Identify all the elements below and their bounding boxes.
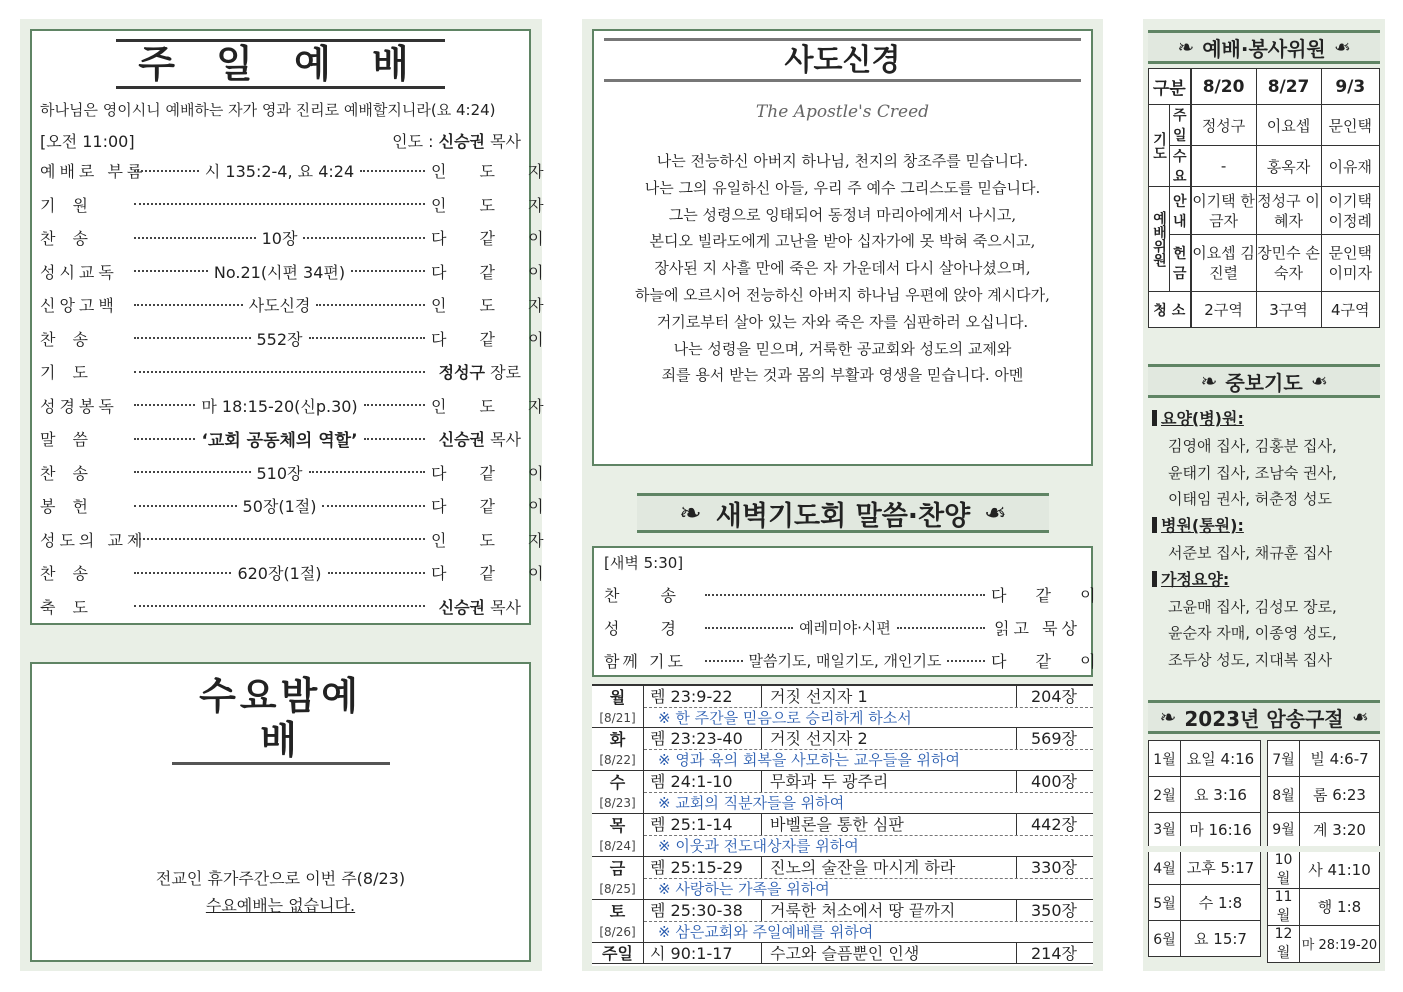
sunday-order-list [40,154,558,623]
order-item [40,288,558,322]
memory-verse: 계 3:20 [1300,813,1380,849]
dawn-day [592,813,1093,856]
wednesday-service-box [30,662,531,962]
memory-verse: 마 28:19-20 [1300,925,1380,962]
order-name: 찬 송 [40,229,94,249]
service-cell: 이유재 [1321,146,1379,187]
day-date: [8/25] [599,882,636,896]
day-hymn: 569장 [1031,729,1077,748]
intercession-title: 중보기도 [1225,370,1303,395]
order-item [40,590,521,624]
order-who: 다 같 이 [431,329,558,349]
service-cell: 정성구 [1191,105,1256,146]
memory-row [1149,849,1261,885]
ornament-right-icon: ❧ [984,497,1007,529]
memory-left [1148,740,1261,957]
order-name: 기 원 [40,195,94,215]
row-label: 주일 [1170,105,1191,146]
memory-row [1268,925,1380,962]
order-item [40,489,558,523]
order-name: 성시교독 [40,262,118,282]
memory-row [1268,888,1380,925]
day-topic: 거짓 선지자 2 [762,728,1017,749]
day-label: 목 [609,816,626,835]
day-prayer: ※ 이웃과 전도대상자를 위하여 [658,837,859,855]
day-ref: 렘 23:9-22 [644,686,762,707]
memory-verse: 마 16:16 [1181,813,1261,849]
memory-verse: 롬 6:23 [1300,777,1380,813]
dawn-order-box [592,546,1108,677]
dawn-sunday [592,942,1093,964]
dawn-day [592,727,1093,770]
order-item [40,556,558,590]
service-cell: 문인택 이미자 [1321,235,1379,292]
intercession-heading: 요양(병)원: [1152,406,1380,433]
day-topic: 진노의 술잔을 마시게 하라 [762,857,1017,878]
creed-line: 그는 성령으로 잉태되어 동정녀 마리아에게서 나시고, [668,205,1017,224]
day-prayer: ※ 삼은교회와 주일예배를 위하여 [658,923,874,941]
day-hymn: 442장 [1031,815,1077,834]
group-label: 기도 [1149,105,1170,187]
order-who: 신승권 목사 [438,597,521,617]
order-who: 신승권 목사 [438,430,521,450]
service-header: 구분 [1149,69,1191,105]
order-who: 인 도 자 [431,396,558,416]
intercession-heading: 병원(통원): [1152,513,1380,540]
memory-month: 9월 [1268,813,1300,849]
day-prayer: ※ 한 주간을 믿음으로 승리하게 하소서 [658,709,912,727]
day-label: 토 [609,902,626,921]
dawn-order-who: 다 같 이 [991,586,1108,605]
creed-box [592,29,1093,466]
ornament-right-icon: ❧ [1333,35,1351,59]
ornament-left-icon: ❧ [679,497,702,529]
service-cell: 4구역 [1321,292,1379,328]
order-name: 말 씀 [40,430,94,450]
day-hymn: 204장 [1031,687,1077,706]
order-who: 다 같 이 [431,564,558,584]
intercession-name-line: 서준보 집사, 채규훈 집사 [1168,543,1332,562]
dawn-day [592,770,1093,813]
day-date: [8/21] [599,711,636,725]
day-date: [8/26] [599,925,636,939]
memory-month: 2월 [1149,777,1181,813]
service-cell: 장민수 손숙자 [1256,235,1321,292]
ornament-left-icon: ❧ [1159,705,1177,729]
order-item [40,221,558,255]
creed-text [594,148,1091,389]
order-item [40,355,521,389]
intercession-name-line: 윤태기 집사, 조남숙 권사, [1168,463,1337,482]
order-item [40,422,521,456]
creed-title: 사도신경 [604,38,1081,82]
order-name: 예배로 부름 [40,162,147,182]
order-detail: 50장(1절) [242,497,317,517]
dawn-day [592,899,1093,942]
intercession-name-line: 윤순자 자매, 이종영 성도, [1168,624,1337,643]
day-prayer: ※ 교회의 직분자들을 위하여 [658,794,845,812]
dawn-day [592,684,1093,727]
order-who: 인 도 자 [431,195,558,215]
wednesday-title: 수요밤예배 [172,674,390,765]
order-who: 다 같 이 [431,463,558,483]
order-detail: ‘교회 공동체의 역할’ [201,431,358,452]
creed-line: 본디오 빌라도에게 고난을 받아 십자가에 못 박혀 죽으시고, [649,232,1036,251]
intercession-list [1152,406,1380,674]
service-cell: 3구역 [1256,292,1321,328]
day-hymn: 400장 [1031,772,1077,791]
order-name: 성경봉독 [40,396,118,416]
row-label: 헌금 [1170,235,1191,292]
service-cell: 2구역 [1191,292,1256,328]
dawn-title: 새벽기도회 말씀·찬양 [715,500,971,532]
day-label: 금 [609,859,626,878]
memory-month: 7월 [1268,741,1300,777]
order-item [40,188,558,222]
service-cell: 문인택 [1321,105,1379,146]
ornament-right-icon: ❧ [1310,369,1328,393]
leader: 인도 : 신승권 목사 [392,132,521,151]
creed-line: 나는 성령을 믿으며, 거룩한 공교회와 성도의 교제와 [673,339,1012,358]
service-header: 9/3 [1321,69,1379,105]
memory-row [1268,813,1380,849]
memory-month: 10월 [1268,849,1300,889]
creed-line: 거기로부터 살아 있는 자와 죽은 자를 심판하러 오십니다. [656,312,1029,331]
creed-line: 나는 전능하신 아버지 하나님, 천지의 창조주를 믿습니다. [656,152,1029,170]
dawn-order-list [604,578,1108,677]
sunday-title: 주 일 예 배 [116,39,445,89]
order-who: 다 같 이 [431,229,558,249]
day-topic: 바벨론을 통한 심판 [762,814,1017,835]
day-ref: 렘 23:23-40 [644,728,762,749]
memory-row [1268,741,1380,777]
sunday-verse: 하나님은 영이시니 예배하는 자가 영과 진리로 예배할지니라(요 4:24) [40,101,496,119]
memory-row [1268,849,1380,889]
order-name: 봉 헌 [40,497,94,517]
dawn-title-bar [637,493,1049,533]
day-topic: 무화과 두 광주리 [762,771,1017,792]
order-item [40,255,558,289]
day-ref: 시 90:1-17 [644,943,762,963]
memory-verse: 요일 4:16 [1181,741,1261,777]
day-label: 수 [609,773,626,792]
dawn-order-who: 읽고 묵상 [994,619,1081,638]
intercession-name-line: 이태임 권사, 허춘정 성도 [1168,490,1332,509]
memory-title: 2023년 암송구절 [1184,706,1344,731]
memory-month: 1월 [1149,741,1181,777]
service-cell: 정성구 이혜자 [1256,187,1321,235]
ornament-left-icon: ❧ [1200,369,1218,393]
dawn-order-item [604,611,1081,644]
dawn-day [592,856,1093,899]
day-date: [8/22] [599,753,636,767]
memory-verse: 고후 5:17 [1181,849,1261,885]
order-detail: 사도신경 [248,296,311,316]
creed-line: 하늘에 오르시어 전능하신 아버지 하나님 우편에 앉아 계시다가, [635,285,1050,304]
dawn-order-name: 함께 기도 [604,652,686,671]
creed-subtitle: The Apostle's Creed [755,102,930,122]
group-label: 예배위원 [1149,187,1170,292]
order-detail: 552장 [256,329,303,349]
dawn-order-name: 성 경 [604,619,694,638]
dawn-order-detail: 예레미야·시편 [799,619,891,637]
memory-right [1267,740,1380,963]
order-name: 축 도 [40,597,94,617]
day-date: [8/23] [599,796,636,810]
intercession-name-line: 고윤매 집사, 김성모 장로, [1168,597,1337,616]
order-detail: 510장 [256,463,303,483]
order-detail: 10장 [261,229,298,249]
order-detail: No.21(시편 34편) [213,262,346,282]
creed-line: 장사된 지 사흘 만에 죽은 자 가운데서 다시 살아나셨으며, [654,259,1031,278]
memory-verse: 사 41:10 [1300,849,1380,889]
memory-month: 11월 [1268,888,1300,925]
order-detail: 시 135:2-4, 요 4:24 [204,162,355,182]
dawn-schedule [592,684,1093,966]
dawn-order-who: 다 같 이 [991,652,1108,671]
dawn-order-item [604,578,1108,611]
memory-row [1149,885,1261,921]
service-cell: - [1191,146,1256,187]
memory-verse: 수 1:8 [1181,885,1261,921]
memory-title-bar [1148,700,1380,734]
day-topic: 수고와 슬픔뿐인 인생 [762,943,1017,963]
order-name: 성도의 교제 [40,530,147,550]
ornament-left-icon: ❧ [1177,35,1195,59]
order-who: 다 같 이 [431,262,558,282]
dawn-order-name: 찬 송 [604,586,694,605]
dawn-order-item [604,644,1108,677]
day-hymn: 330장 [1031,858,1077,877]
order-name: 기 도 [40,363,94,383]
creed-line: 나는 그의 유일하신 아들, 우리 주 예수 그리스도를 믿습니다. [644,178,1041,197]
row-label: 청 소 [1149,292,1191,328]
memory-month: 5월 [1149,885,1181,921]
day-prayer: ※ 사랑하는 가족을 위하여 [658,880,830,898]
dawn-order-detail: 말씀기도, 매일기도, 개인기도 [748,652,942,670]
order-item [40,456,558,490]
order-name: 찬 송 [40,329,94,349]
order-who: 인 도 자 [431,530,558,550]
service-title-bar [1148,30,1380,64]
order-item [40,389,558,423]
wednesday-notice-1: 전교인 휴가주간으로 이번 주(8/23) [155,869,406,888]
ornament-right-icon: ❧ [1351,705,1369,729]
memory-month: 4월 [1149,849,1181,885]
intercession-name-line: 김영애 집사, 김홍분 집사, [1168,436,1337,455]
order-item [40,523,558,557]
order-who: 인 도 자 [431,296,558,316]
intercession-heading: 가정요양: [1152,567,1380,594]
day-hymn: 350장 [1031,901,1077,920]
day-hymn: 214장 [1031,944,1077,963]
row-label: 안내 [1170,187,1191,235]
order-detail: 마 18:15-20(신p.30) [201,396,358,416]
memory-row [1149,741,1261,777]
creed-line: 죄를 용서 받는 것과 몸의 부활과 영생을 믿습니다. 아멘 [661,366,1024,385]
service-cell: 이요셉 [1256,105,1321,146]
day-ref: 렘 24:1-10 [644,771,762,792]
order-who: 정성구 장로 [438,363,521,383]
service-title: 예배·봉사위원 [1202,36,1326,61]
order-item [40,154,558,188]
day-label: 화 [609,730,626,749]
memory-row [1149,777,1261,813]
order-name: 찬 송 [40,463,94,483]
day-label: 월 [609,688,626,707]
memory-month: 8월 [1268,777,1300,813]
service-table-wrap [1148,68,1380,328]
day-prayer: ※ 영과 육의 회복을 사모하는 교우들을 위하여 [658,751,960,769]
memory-verse: 요 3:16 [1181,777,1261,813]
memory-month: 3월 [1149,813,1181,849]
order-detail: 620장(1절) [237,564,322,584]
service-header: 8/20 [1191,69,1256,105]
order-name: 신앙고백 [40,296,118,316]
memory-row [1149,813,1261,849]
wednesday-notice-2: 수요예배는 없습니다. [205,896,356,915]
order-who: 다 같 이 [431,497,558,517]
memory-verse: 빌 4:6-7 [1300,741,1380,777]
order-item [40,322,558,356]
intercession-name-line: 조두상 성도, 지대복 집사 [1168,651,1332,670]
order-who: 인 도 자 [431,162,558,182]
service-table [1148,68,1380,328]
day-label: 주일 [592,943,644,963]
day-ref: 렘 25:1-14 [644,814,762,835]
memory-verse: 요 15:7 [1181,921,1261,957]
day-date: [8/24] [599,839,636,853]
service-cell: 이기택 한금자 [1191,187,1256,235]
memory-verse: 행 1:8 [1300,888,1380,925]
memory-row [1149,921,1261,957]
service-cell: 이기택 이정례 [1321,187,1379,235]
service-cell: 홍옥자 [1256,146,1321,187]
service-time: [오전 11:00] [40,132,135,151]
memory-month: 12월 [1268,925,1300,962]
order-name: 찬 송 [40,564,94,584]
service-cell: 이요셉 김진렬 [1191,235,1256,292]
memory-month: 6월 [1149,921,1181,957]
intercession-title-bar [1148,364,1380,398]
dawn-time: [새벽 5:30] [604,554,684,572]
day-ref: 렘 25:15-29 [644,857,762,878]
memory-row [1268,777,1380,813]
day-topic: 거룩한 처소에서 땅 끝까지 [762,900,1017,921]
day-ref: 렘 25:30-38 [644,900,762,921]
sunday-service-box [30,29,558,625]
day-topic: 거짓 선지자 1 [762,686,1017,707]
service-header: 8/27 [1256,69,1321,105]
row-label: 수요 [1170,146,1191,187]
